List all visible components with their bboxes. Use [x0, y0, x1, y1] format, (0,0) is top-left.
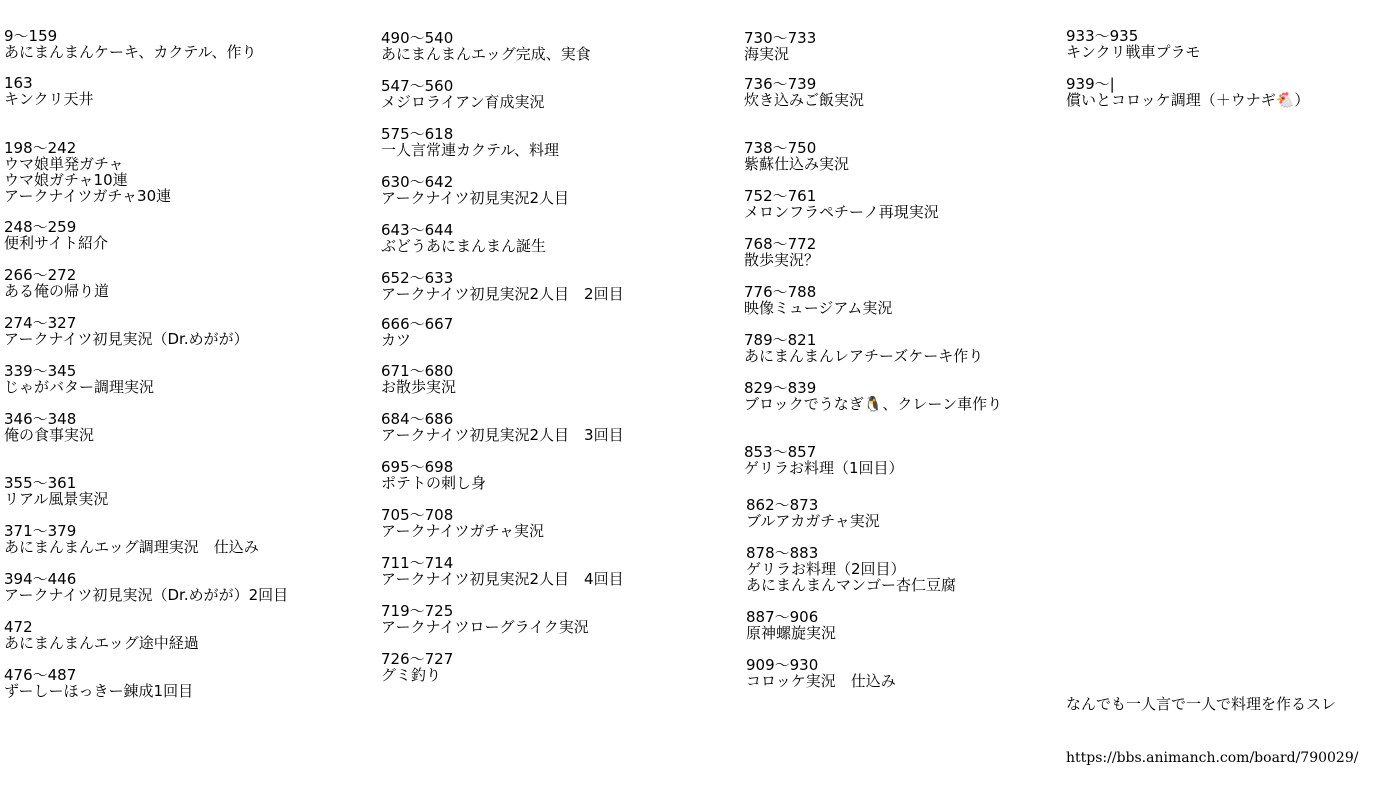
index-entry: [4, 523, 259, 555]
post-range[interactable]: 768～772: [744, 235, 817, 253]
post-range[interactable]: 684～686: [381, 410, 454, 428]
thread-url[interactable]: https://bbs.animanch.com/board/790029/: [1066, 750, 1359, 766]
topic-text: ウマ娘ガチャ10連: [4, 171, 128, 189]
topic-text: お散歩実況: [381, 378, 457, 396]
topic-text: あにまんまんマンゴー杏仁豆腐: [746, 576, 957, 594]
post-range[interactable]: 752～761: [744, 187, 817, 205]
topic-text: ゲリラお料理（1回目）: [744, 459, 904, 477]
index-entry: [744, 236, 819, 268]
topic-text: あにまんまんエッグ途中経過: [4, 634, 199, 652]
index-entry: [4, 619, 199, 651]
topic-text: アークナイツ初見実況（Dr.めがが）2回目: [4, 586, 289, 604]
topic-text: ブルアカガチャ実況: [746, 512, 880, 530]
post-range[interactable]: 738～750: [744, 139, 817, 157]
topic-text: アークナイツ初見実況（Dr.めがが）: [4, 330, 249, 348]
index-entry: [744, 76, 864, 108]
index-entry: [381, 507, 544, 539]
topic-text: 便利サイト紹介: [4, 234, 108, 252]
post-range[interactable]: 371～379: [4, 522, 77, 540]
topic-text: 一人言常連カクテル、料理: [381, 141, 560, 159]
post-range[interactable]: 9～159: [4, 27, 58, 45]
topic-text: 炊き込みご飯実況: [744, 91, 865, 109]
post-range[interactable]: 711～714: [381, 554, 454, 572]
post-range[interactable]: 933～935: [1066, 27, 1139, 45]
thread-title: なんでも一人言で一人で料理を作るスレ: [1066, 695, 1337, 713]
topic-text: あにまんまんエッグ調理実況 仕込み: [4, 538, 259, 556]
post-range[interactable]: 695～698: [381, 458, 454, 476]
index-entry: [746, 657, 896, 689]
thread-footer: [1066, 659, 1358, 785]
post-range[interactable]: 726～727: [381, 650, 454, 668]
post-range[interactable]: 575～618: [381, 125, 454, 143]
post-range[interactable]: 887～906: [746, 608, 819, 626]
topic-text: あにまんまんレアチーズケーキ作り: [744, 347, 984, 365]
topic-text: ポテトの刺し身: [381, 474, 487, 492]
post-range[interactable]: 547～560: [381, 77, 454, 95]
post-range[interactable]: 394～446: [4, 570, 77, 588]
topic-text: ずーしーほっきー錬成1回目: [4, 682, 194, 700]
topic-text: ぶどうあにまんまん誕生: [381, 237, 547, 255]
index-entry: [381, 30, 591, 62]
topic-text: 散歩実況？: [744, 251, 820, 269]
post-range[interactable]: 163: [4, 74, 33, 92]
index-entry: [746, 545, 956, 593]
index-entry: [746, 609, 836, 641]
post-range[interactable]: 853～857: [744, 443, 817, 461]
index-entry: [746, 497, 880, 529]
post-range[interactable]: 274～327: [4, 314, 77, 332]
index-entry: [4, 475, 108, 507]
index-entry: [744, 30, 816, 62]
post-range[interactable]: 939～|: [1066, 75, 1115, 93]
index-entry: [381, 78, 545, 110]
index-entry: [744, 444, 904, 476]
post-range[interactable]: 346～348: [4, 410, 77, 428]
index-entry: [744, 380, 1002, 412]
index-entry: [381, 459, 486, 491]
topic-text: アークナイツ初見実況2人目 4回目: [381, 570, 624, 588]
post-range[interactable]: 339～345: [4, 362, 77, 380]
index-entry: [1066, 28, 1201, 60]
index-entry: [4, 363, 154, 395]
post-range[interactable]: 355～361: [4, 474, 77, 492]
index-entry: [4, 75, 94, 107]
post-range[interactable]: 862～873: [746, 496, 819, 514]
topic-text: 海実況: [744, 45, 790, 63]
post-range[interactable]: 829～839: [744, 379, 817, 397]
index-entry: [1066, 76, 1309, 108]
post-range[interactable]: 266～272: [4, 266, 77, 284]
topic-text: ブロックでうなぎ🐧、クレーン車作り: [744, 395, 1003, 413]
topic-text: アークナイツ初見実況2人目: [381, 189, 570, 207]
post-range[interactable]: 198～242: [4, 139, 77, 157]
post-range[interactable]: 736～739: [744, 75, 817, 93]
topic-text: キンクリ戦車プラモ: [1066, 43, 1201, 61]
topic-text: リアル風景実況: [4, 490, 109, 508]
topic-text: アークナイツローグライク実況: [381, 618, 589, 636]
topic-text: ゲリラお料理（2回目）: [746, 560, 906, 578]
post-range[interactable]: 630～642: [381, 173, 454, 191]
post-range[interactable]: 476～487: [4, 666, 77, 684]
index-entry: [381, 270, 624, 302]
post-range[interactable]: 909～930: [746, 656, 819, 674]
post-range[interactable]: 705～708: [381, 506, 454, 524]
topic-text: ある俺の帰り道: [4, 282, 110, 300]
topic-text: 紫蘇仕込み実況: [744, 155, 850, 173]
topic-text: グミ釣り: [381, 666, 442, 684]
index-entry: [4, 571, 288, 603]
index-entry: [4, 28, 256, 60]
post-range[interactable]: 730～733: [744, 29, 817, 47]
post-range[interactable]: 719～725: [381, 602, 454, 620]
topic-text: アークナイツ初見実況2人目 2回目: [381, 285, 624, 303]
topic-text: メロンフラペチーノ再現実況: [744, 203, 939, 221]
index-entry: [381, 651, 453, 683]
index-entry: [744, 284, 892, 316]
topic-text: 俺の食事実況: [4, 426, 95, 444]
index-entry: [381, 316, 453, 348]
post-range[interactable]: 671～680: [381, 362, 454, 380]
topic-text: アークナイツガチャ実況: [381, 522, 545, 540]
topic-text: ウマ娘単発ガチャ: [4, 155, 124, 173]
post-range[interactable]: 248～259: [4, 218, 77, 236]
index-entry: [4, 315, 249, 347]
index-entry: [381, 555, 624, 587]
topic-text: コロッケ実況 仕込み: [746, 672, 896, 690]
topic-text: アークナイツガチャ30連: [4, 187, 172, 205]
index-entry: [4, 219, 108, 251]
post-range[interactable]: 776～788: [744, 283, 817, 301]
post-range[interactable]: 643～644: [381, 221, 454, 239]
topic-text: あにまんまんケーキ、カクテル、作り: [4, 43, 257, 61]
topic-text: メジロライアン育成実況: [381, 93, 545, 111]
post-range[interactable]: 490～540: [381, 29, 454, 47]
index-entry: [4, 667, 193, 699]
topic-text: アークナイツ初見実況2人目 3回目: [381, 426, 624, 444]
topic-text: キンクリ天井: [4, 90, 94, 108]
index-entry: [381, 411, 624, 443]
topic-text: カツ: [381, 331, 412, 349]
post-range[interactable]: 878～883: [746, 544, 819, 562]
topic-text: 原神螺旋実況: [746, 624, 837, 642]
index-entry: [381, 126, 559, 158]
post-range[interactable]: 652～633: [381, 269, 454, 287]
index-entry: [744, 188, 939, 220]
post-range[interactable]: 472: [4, 618, 33, 636]
topic-text: あにまんまんエッグ完成、実食: [381, 45, 591, 63]
index-entry: [381, 174, 569, 206]
topic-text: 映像ミュージアム実況: [744, 299, 893, 317]
index-entry: [381, 222, 546, 254]
post-range[interactable]: 789～821: [744, 331, 817, 349]
topic-text: じゃがバター調理実況: [4, 378, 155, 396]
post-range[interactable]: 666～667: [381, 315, 454, 333]
topic-text: 償いとコロッケ調理（＋ウナギ🐔）: [1066, 91, 1310, 109]
index-entry: [4, 411, 94, 443]
index-entry: [381, 603, 589, 635]
index-entry: [744, 332, 983, 364]
index-entry: [744, 140, 849, 172]
index-entry: [4, 140, 171, 204]
index-entry: [4, 267, 109, 299]
index-entry: [381, 363, 456, 395]
